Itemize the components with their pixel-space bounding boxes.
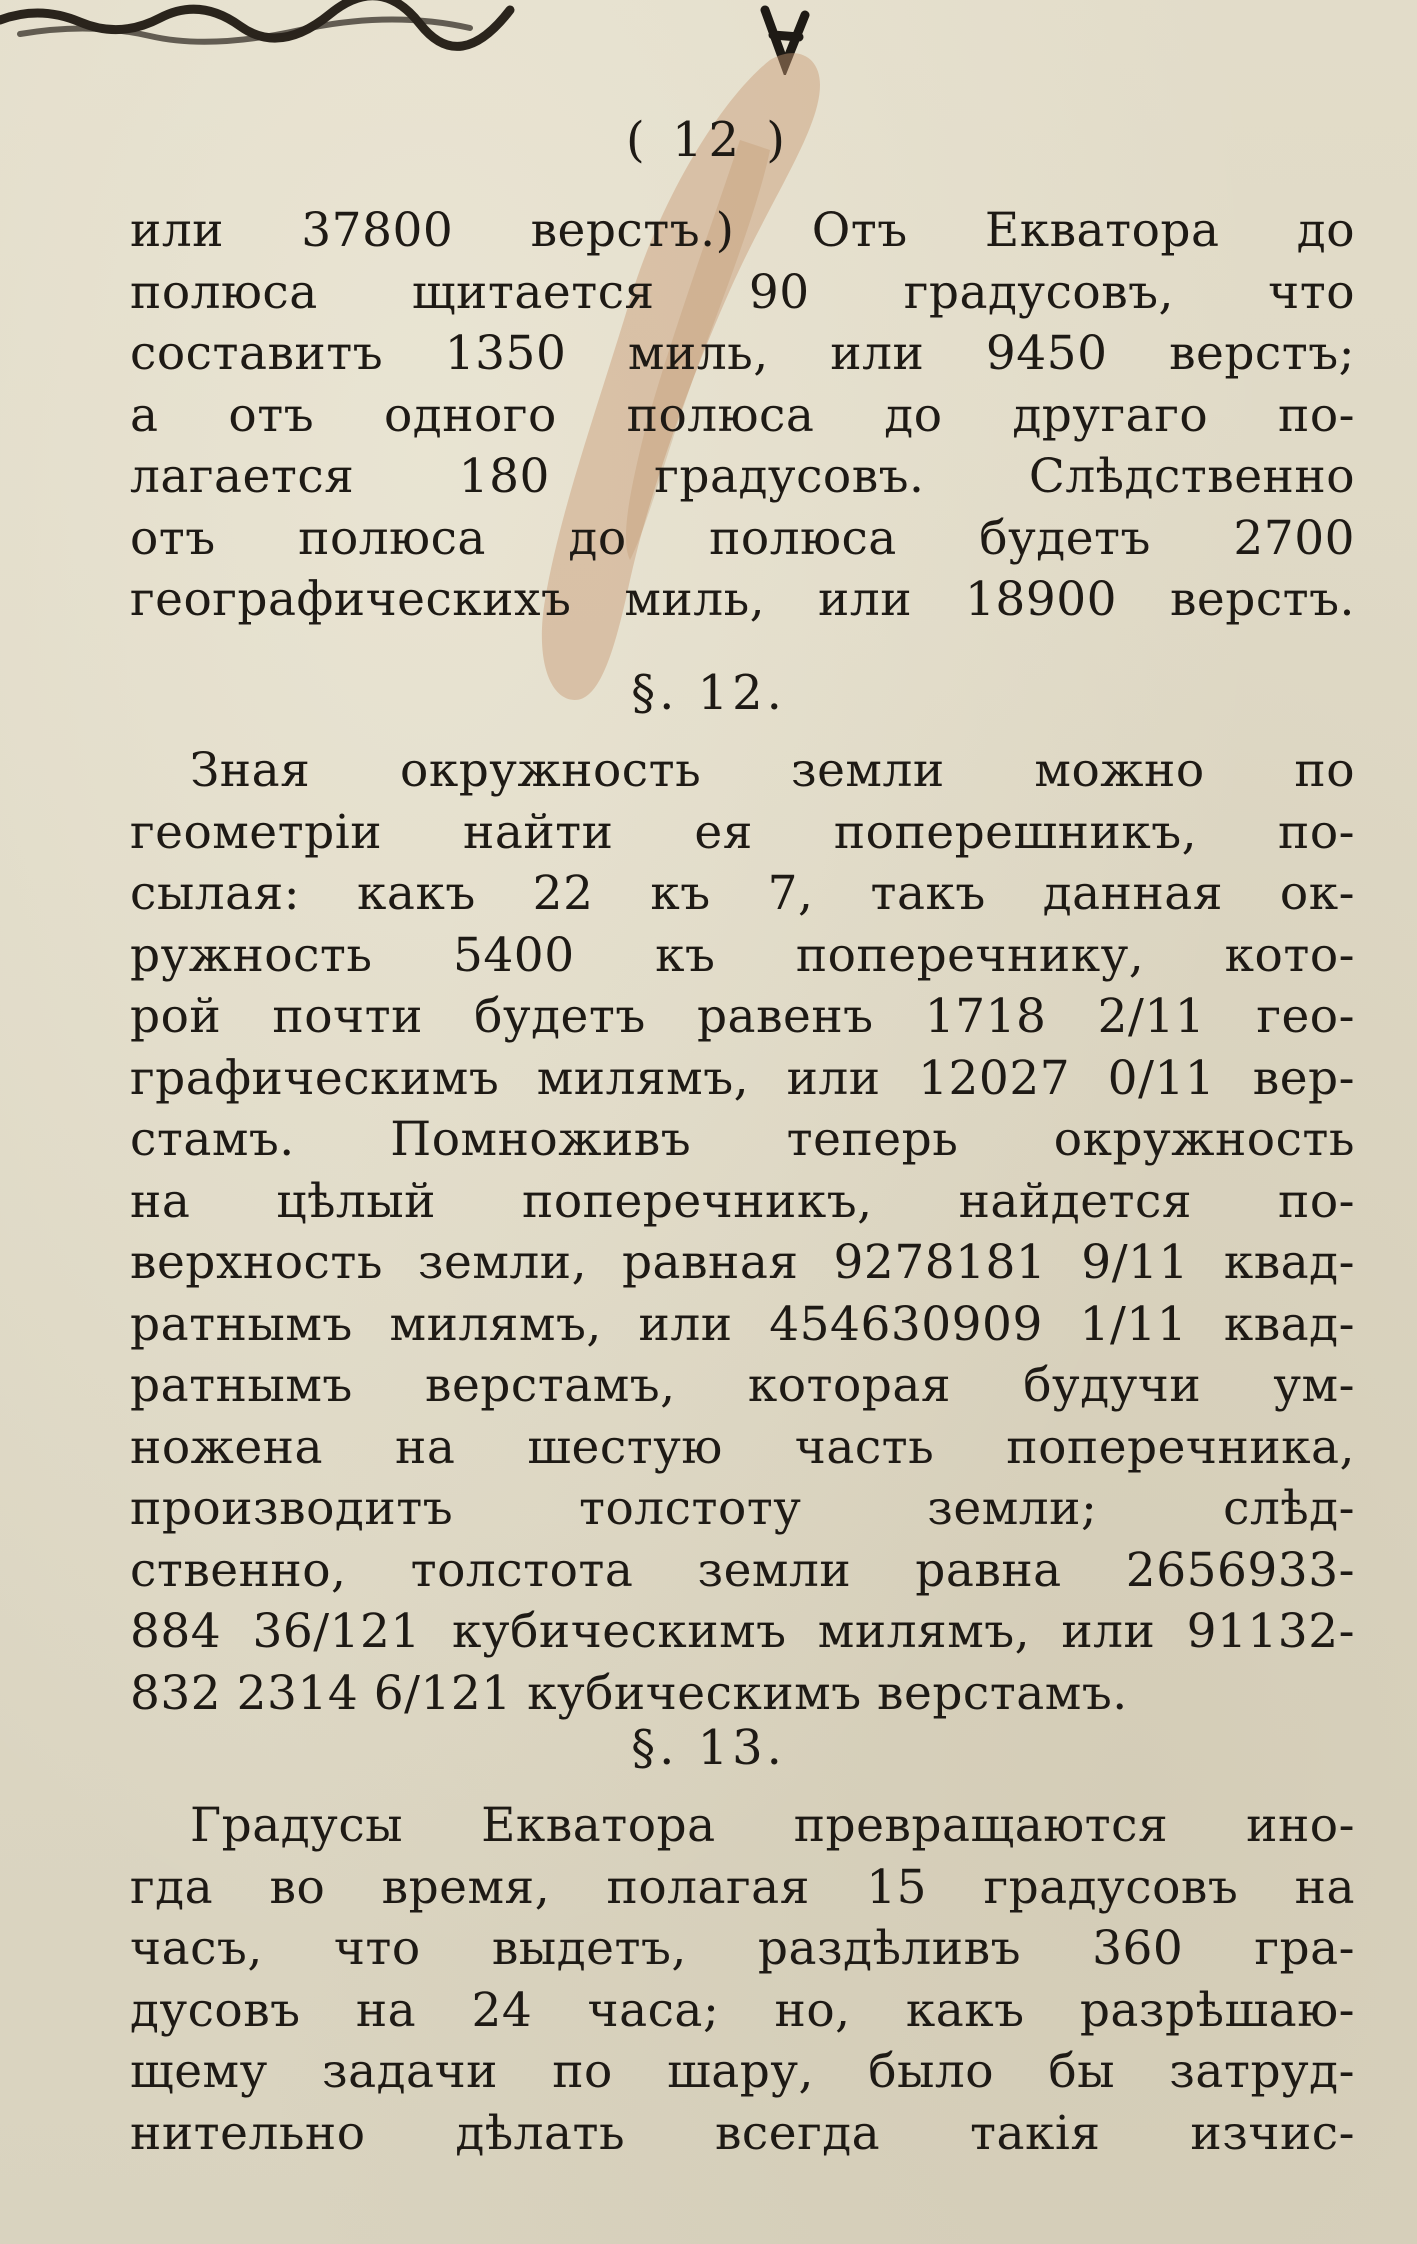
text-block-intro — [130, 200, 1355, 631]
text-line: или 37800 верстъ.) Отъ Екватора до — [130, 203, 1355, 258]
text-line: ружность 5400 къ поперечнику, кото- — [130, 927, 1355, 983]
text-line: ножена на шестую часть поперечника, — [130, 1419, 1355, 1475]
text-line: часъ, что выдетъ, раздѣливъ 360 гра- — [130, 1921, 1355, 1976]
text-block-section-12 — [130, 740, 1355, 1724]
text-line: 832 2314 6/121 кубическимъ верстамъ. — [130, 1665, 1128, 1721]
text-line: на цѣлый поперечникъ, найдется по- — [130, 1173, 1355, 1229]
section-heading-12: §. 12. — [631, 665, 786, 721]
text-line: щему задачи по шару, было бы затруд- — [130, 2044, 1355, 2099]
text-line: отъ полюса до полюса будетъ 2700 — [130, 510, 1355, 566]
text-line: лагается 180 градусовъ. Слѣдственно — [130, 449, 1355, 504]
text-block-section-13 — [130, 1795, 1355, 2164]
text-line: полюса щитается 90 градусовъ, что — [130, 264, 1355, 320]
text-line: геометріи найти ея поперешникъ, по- — [130, 804, 1355, 860]
ink-scribble-top — [0, 0, 520, 60]
text-line: Зная окружность земли можно по — [190, 743, 1355, 798]
text-line: ратнымъ верстамъ, которая будучи ум- — [130, 1358, 1355, 1413]
text-line: гда во время, полагая 15 градусовъ на — [130, 1859, 1355, 1915]
text-line: графическимъ милямъ, или 12027 0/11 вер- — [130, 1050, 1355, 1106]
text-line: рой почти будетъ равенъ 1718 2/11 гео- — [130, 989, 1355, 1044]
text-line: дусовъ на 24 часа; но, какъ разрѣшаю- — [130, 1982, 1355, 2038]
text-line: ственно, толстота земли равна 2656933- — [130, 1542, 1355, 1598]
text-line: составитъ 1350 миль, или 9450 верстъ; — [130, 326, 1355, 381]
text-line: а отъ одного полюса до другаго по- — [130, 387, 1355, 443]
text-line: стамъ. Помноживъ теперь окружность — [130, 1112, 1355, 1167]
text-line: ратнымъ милямъ, или 454630909 1/11 квад- — [130, 1296, 1355, 1352]
text-line: производитъ толстоту земли; слѣд- — [130, 1481, 1355, 1536]
page-number: ( 12 ) — [625, 112, 792, 168]
text-line: нительно дѣлать всегда такія изчис- — [130, 2105, 1355, 2161]
text-line: сылая: какъ 22 къ 7, такъ данная ок- — [130, 866, 1355, 921]
section-heading-13: §. 13. — [631, 1720, 786, 1776]
text-line: географическихъ миль, или 18900 верстъ. — [130, 572, 1355, 627]
text-line: верхность земли, равная 9278181 9/11 квад- — [130, 1235, 1355, 1290]
ink-mark — [755, 5, 815, 75]
text-line: Градусы Екватора превращаются ино- — [190, 1798, 1355, 1853]
text-line: 884 36/121 кубическимъ милямъ, или 91132- — [130, 1604, 1355, 1659]
